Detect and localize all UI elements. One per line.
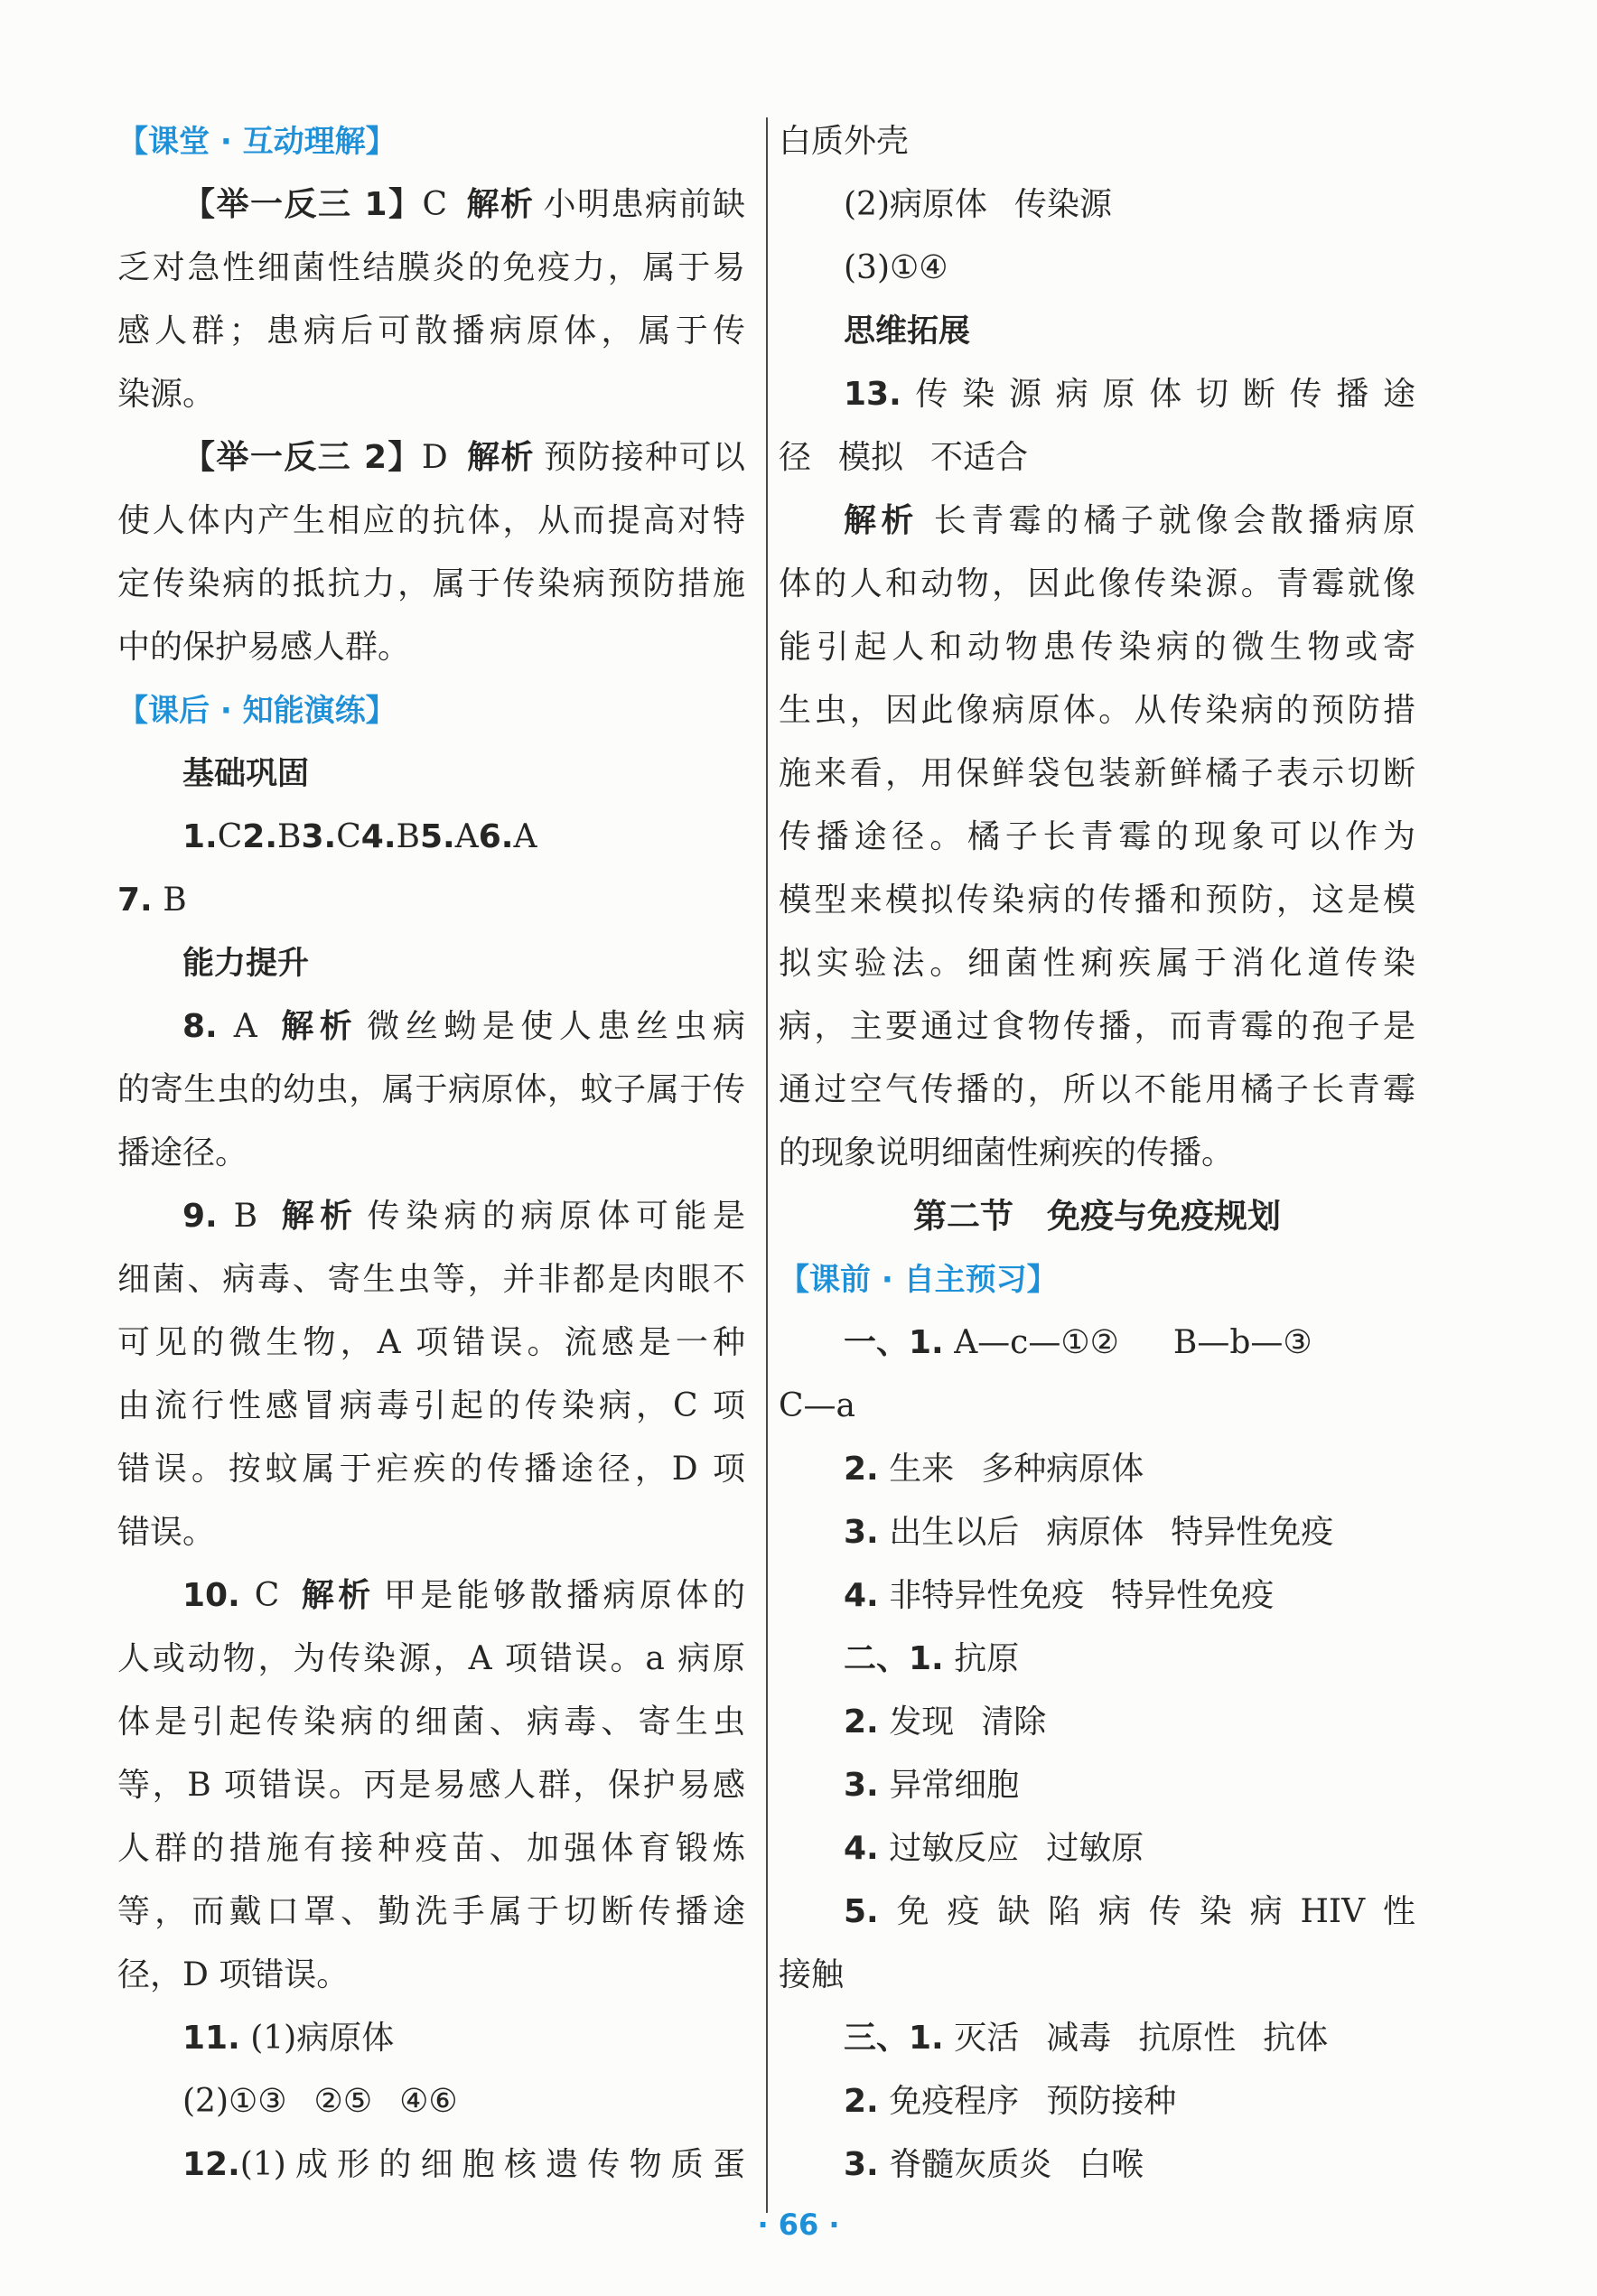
text-line: 病，主要通过食物传播，而青霉的孢子是 [779,1008,1415,1045]
answer-text: 异常细胞 [889,1767,1020,1804]
answer-text: 特异性免疫 [1111,1577,1275,1614]
text-line: 施来看，用保鲜袋包装新鲜橘子表示切断 [779,755,1415,792]
analysis-text: 小明患病前缺 [543,186,745,223]
answer-text: 抗体 [1263,2020,1329,2057]
question-number: 9. [182,1198,218,1235]
answer-text: 白喉 [1079,2146,1144,2183]
answer-letter: C [217,818,243,855]
analysis-keyword: 解析 [297,1577,375,1614]
question-12-line-1 [117,2133,745,2197]
answer-letter: D [421,439,448,476]
answer-letter: A [513,818,537,855]
part-1-line-2 [779,1438,1415,1501]
item-number: 2. [844,2083,879,2120]
text-line: 生虫，因此像病原体。从传染病的预防措 [779,692,1415,729]
part-1-line-1-cont: C—a [779,1387,856,1424]
item-number: 3. [844,1514,879,1551]
left-column [117,110,745,2197]
text-line: 乏对急性细菌性结膜炎的免疫力，属于易 [117,249,745,286]
text-line: 等，B 项错误。丙是易感人群，保护易感 [117,1767,745,1804]
answer-text: 特异性免疫 [1171,1514,1334,1551]
answer-text: 模拟 [838,439,904,476]
question-10-line-1 [117,1564,745,1628]
question-12-line-4: (3)①④ [844,249,948,286]
text-line: 体是引起传染病的细菌、病毒、寄生虫 [117,1703,745,1741]
section-heading-classroom: 【课堂 · 互动理解】 [117,124,397,160]
item-number: 二、1. [844,1640,944,1677]
part-2-line-1 [779,1628,1415,1691]
answer-text: (2)①③ [182,2083,287,2120]
answer-text: ②⑤ [313,2083,373,2120]
answer-text: 径 [779,439,812,476]
analysis-text: 长青霉的橘子就像会散播病原 [933,502,1415,539]
question-12-line-3 [779,173,1415,237]
example-label: 【举一反三 1】 [182,186,423,223]
question-number: 3. [301,818,337,855]
answer-text: 性 [1365,1893,1415,1930]
text-line: 等，而戴口罩、勤洗手属于切断传播途 [117,1893,745,1930]
part-2-line-5 [779,1881,1415,1944]
question-number: 11. [182,2020,240,2057]
text-line: 中的保护易感人群。 [117,629,411,666]
answer-text: 免疫程序 [889,2083,1020,2120]
text-line: 模型来模拟传染病的传播和预防，这是模 [779,882,1415,919]
question-11-line-2 [117,2070,745,2133]
text-line: 错误。 [117,1514,216,1551]
text-line: 人或动物，为传染源，A 项错误。a 病原 [117,1640,745,1677]
question-number: 7. [117,882,153,919]
right-column [779,110,1415,2197]
answer-letter: C [422,186,448,223]
part-1-line-1 [779,1311,1415,1375]
text-line: 播途径。 [117,1134,248,1171]
answer-text: HIV [1300,1893,1366,1930]
item-number: 4. [844,1577,879,1614]
question-number: 2. [242,818,278,855]
question-8-line-1 [117,995,745,1059]
answer-row [117,806,745,869]
analysis-text: 微丝蚴是使人患丝虫病 [367,1008,745,1045]
text-line: 错误。按蚊属于疟疾的传播途径，D 项 [117,1451,745,1488]
answer-letter: C [254,1577,280,1614]
analysis-keyword: 解析 [465,186,535,223]
part-3-line-3 [779,2133,1415,2197]
analysis-text: 传染病的病原体可能是 [367,1198,745,1235]
answer-letter: B [233,1198,258,1235]
answer-text: A—c—①② [954,1324,1119,1361]
item-number: 5. [844,1893,879,1930]
answer-text: 抗原性 [1138,2020,1237,2057]
answer-text: 传染源 [1014,186,1113,223]
section-heading-preview: 【课前 · 自主预习】 [779,1262,1058,1298]
text-line: 径，D 项错误。 [117,1956,350,1993]
question-number: 4. [360,818,397,855]
text-line: 定传染病的抵抗力，属于传染病预防措施 [117,565,745,602]
text-line: 染源。 [117,376,216,413]
part-1-line-3 [779,1501,1415,1564]
item-number: 2. [844,1703,879,1741]
text-line: 使人体内产生相应的抗体，从而提高对特 [117,502,745,539]
question-number: 6. [478,818,514,855]
answer-letter: B [277,818,302,855]
text-line: 可见的微生物，A 项错误。流感是一种 [117,1324,745,1361]
text-line: 通过空气传播的，所以不能用橘子长青霉 [779,1071,1415,1108]
answer-text: 预防接种 [1046,2083,1177,2120]
answer-text: 清除 [981,1703,1047,1741]
answer-text: 非特异性免疫 [889,1577,1085,1614]
question-11-line-1 [117,2007,745,2070]
answer-text: 过敏原 [1046,1830,1144,1867]
answer-text: (1)病原体 [250,2020,395,2057]
part-2-line-4 [779,1817,1415,1881]
question-13-line-1 [779,363,1415,426]
part-2-line-2 [779,1691,1415,1754]
answer-text: 病原体 [1046,1514,1144,1551]
answer-text: 多种病原体 [981,1451,1144,1488]
question-number: 12. [182,2146,240,2183]
answer-text: 过敏反应 [889,1830,1020,1867]
answer-text: 灭活 [954,2020,1020,2057]
column-divider [766,117,768,2213]
answer-text: 脊髓灰质炎 [889,2146,1052,2183]
text-line: 能引起人和动物患传染病的微生物或寄 [779,629,1415,666]
question-number: 10. [182,1577,240,1614]
text-line: 传播途径。橘子长青霉的现象可以作为 [779,818,1415,855]
text-line: 人群的措施有接种疫苗、加强体育锻炼 [117,1830,745,1867]
item-number: 三、1. [844,2020,944,2057]
answer-letter: A [233,1008,257,1045]
answer-text: 传染源 [901,376,1056,413]
answer-text: 出生以后 [889,1514,1020,1551]
lesson-title: 第二节 免疫与免疫规划 [913,1197,1281,1236]
analysis-text: 预防接种可以 [543,439,745,476]
answer-text: 切断传播途 [1196,376,1415,413]
page-number: · 66 · [757,2207,840,2242]
text-line: 由流行性感冒病毒引起的传染病，C 项 [117,1387,745,1424]
answer-letter: B [163,882,187,919]
answer-text: 减毒 [1046,2020,1112,2057]
answer-letter: A [454,818,479,855]
example-label: 【举一反三 2】 [182,439,422,476]
analysis-keyword: 解析 [276,1198,359,1235]
text-line: 感人群；患病后可散播病原体，属于传 [117,313,745,350]
answer-text: (1)成形的细胞核 [239,2146,546,2183]
answer-letter: C [336,818,361,855]
answer-text: 遗传物质 [546,2146,713,2183]
text-line: 细菌、病毒、寄生虫等，并非都是肉眼不 [117,1261,745,1298]
part-1-line-4 [779,1564,1415,1628]
part-2-line-5-cont: 接触 [779,1956,845,1993]
answer-text: 传染病 [1148,1893,1301,1930]
item-number: 一、1. [844,1324,944,1361]
question-number: 13. [844,376,901,413]
part-3-line-2 [779,2070,1415,2133]
answer-text: ④⑥ [399,2083,458,2120]
example-1-line-1 [117,173,745,237]
answer-text: 不适合 [930,439,1029,476]
answer-text: B—b—③ [1172,1324,1312,1361]
item-number: 2. [844,1451,879,1488]
text-line: 体的人和动物，因此像传染源。青霉就像 [779,565,1415,602]
item-number: 4. [844,1830,879,1867]
text-line: 白质外壳 [779,123,910,160]
question-13-analysis-line-1 [779,490,1415,553]
item-number: 3. [844,1767,879,1804]
analysis-keyword: 解析 [275,1008,359,1045]
answer-text: 免疫缺陷病 [878,1893,1149,1930]
part-3-line-1 [779,2007,1415,2070]
answer-letter: B [396,818,420,855]
question-number: 1. [182,818,218,855]
answer-text: 生来 [889,1451,955,1488]
text-line: 拟实验法。细菌性痢疾属于消化道传染 [779,945,1415,982]
answer-text: (2)病原体 [844,186,987,223]
part-2-line-3 [779,1754,1415,1817]
item-number: 3. [844,2146,879,2183]
subheading-advanced: 能力提升 [182,946,310,982]
analysis-keyword: 解析 [465,439,535,476]
subheading-thinking: 思维拓展 [844,313,971,350]
text-line: 的寄生虫的幼虫，属于病原体，蚊子属于传 [117,1071,745,1108]
question-number: 5. [419,818,455,855]
example-2-line-1 [117,426,745,490]
answer-text: 病原体 [1055,376,1196,413]
answer-text: 发现 [889,1703,955,1741]
answer-text: 抗原 [954,1640,1020,1677]
question-9-line-1 [117,1185,745,1248]
question-number: 8. [182,1008,218,1045]
analysis-text: 甲是能够散播病原体的 [383,1577,745,1614]
question-13-line-2 [779,426,1415,490]
section-heading-after-class: 【课后 · 知能演练】 [117,693,397,729]
analysis-keyword: 解析 [844,502,919,539]
text-line: 的现象说明细菌性痢疾的传播。 [779,1134,1235,1171]
answer-text: 蛋 [712,2146,745,2183]
subheading-basic: 基础巩固 [182,756,310,792]
answer-row [117,869,745,932]
